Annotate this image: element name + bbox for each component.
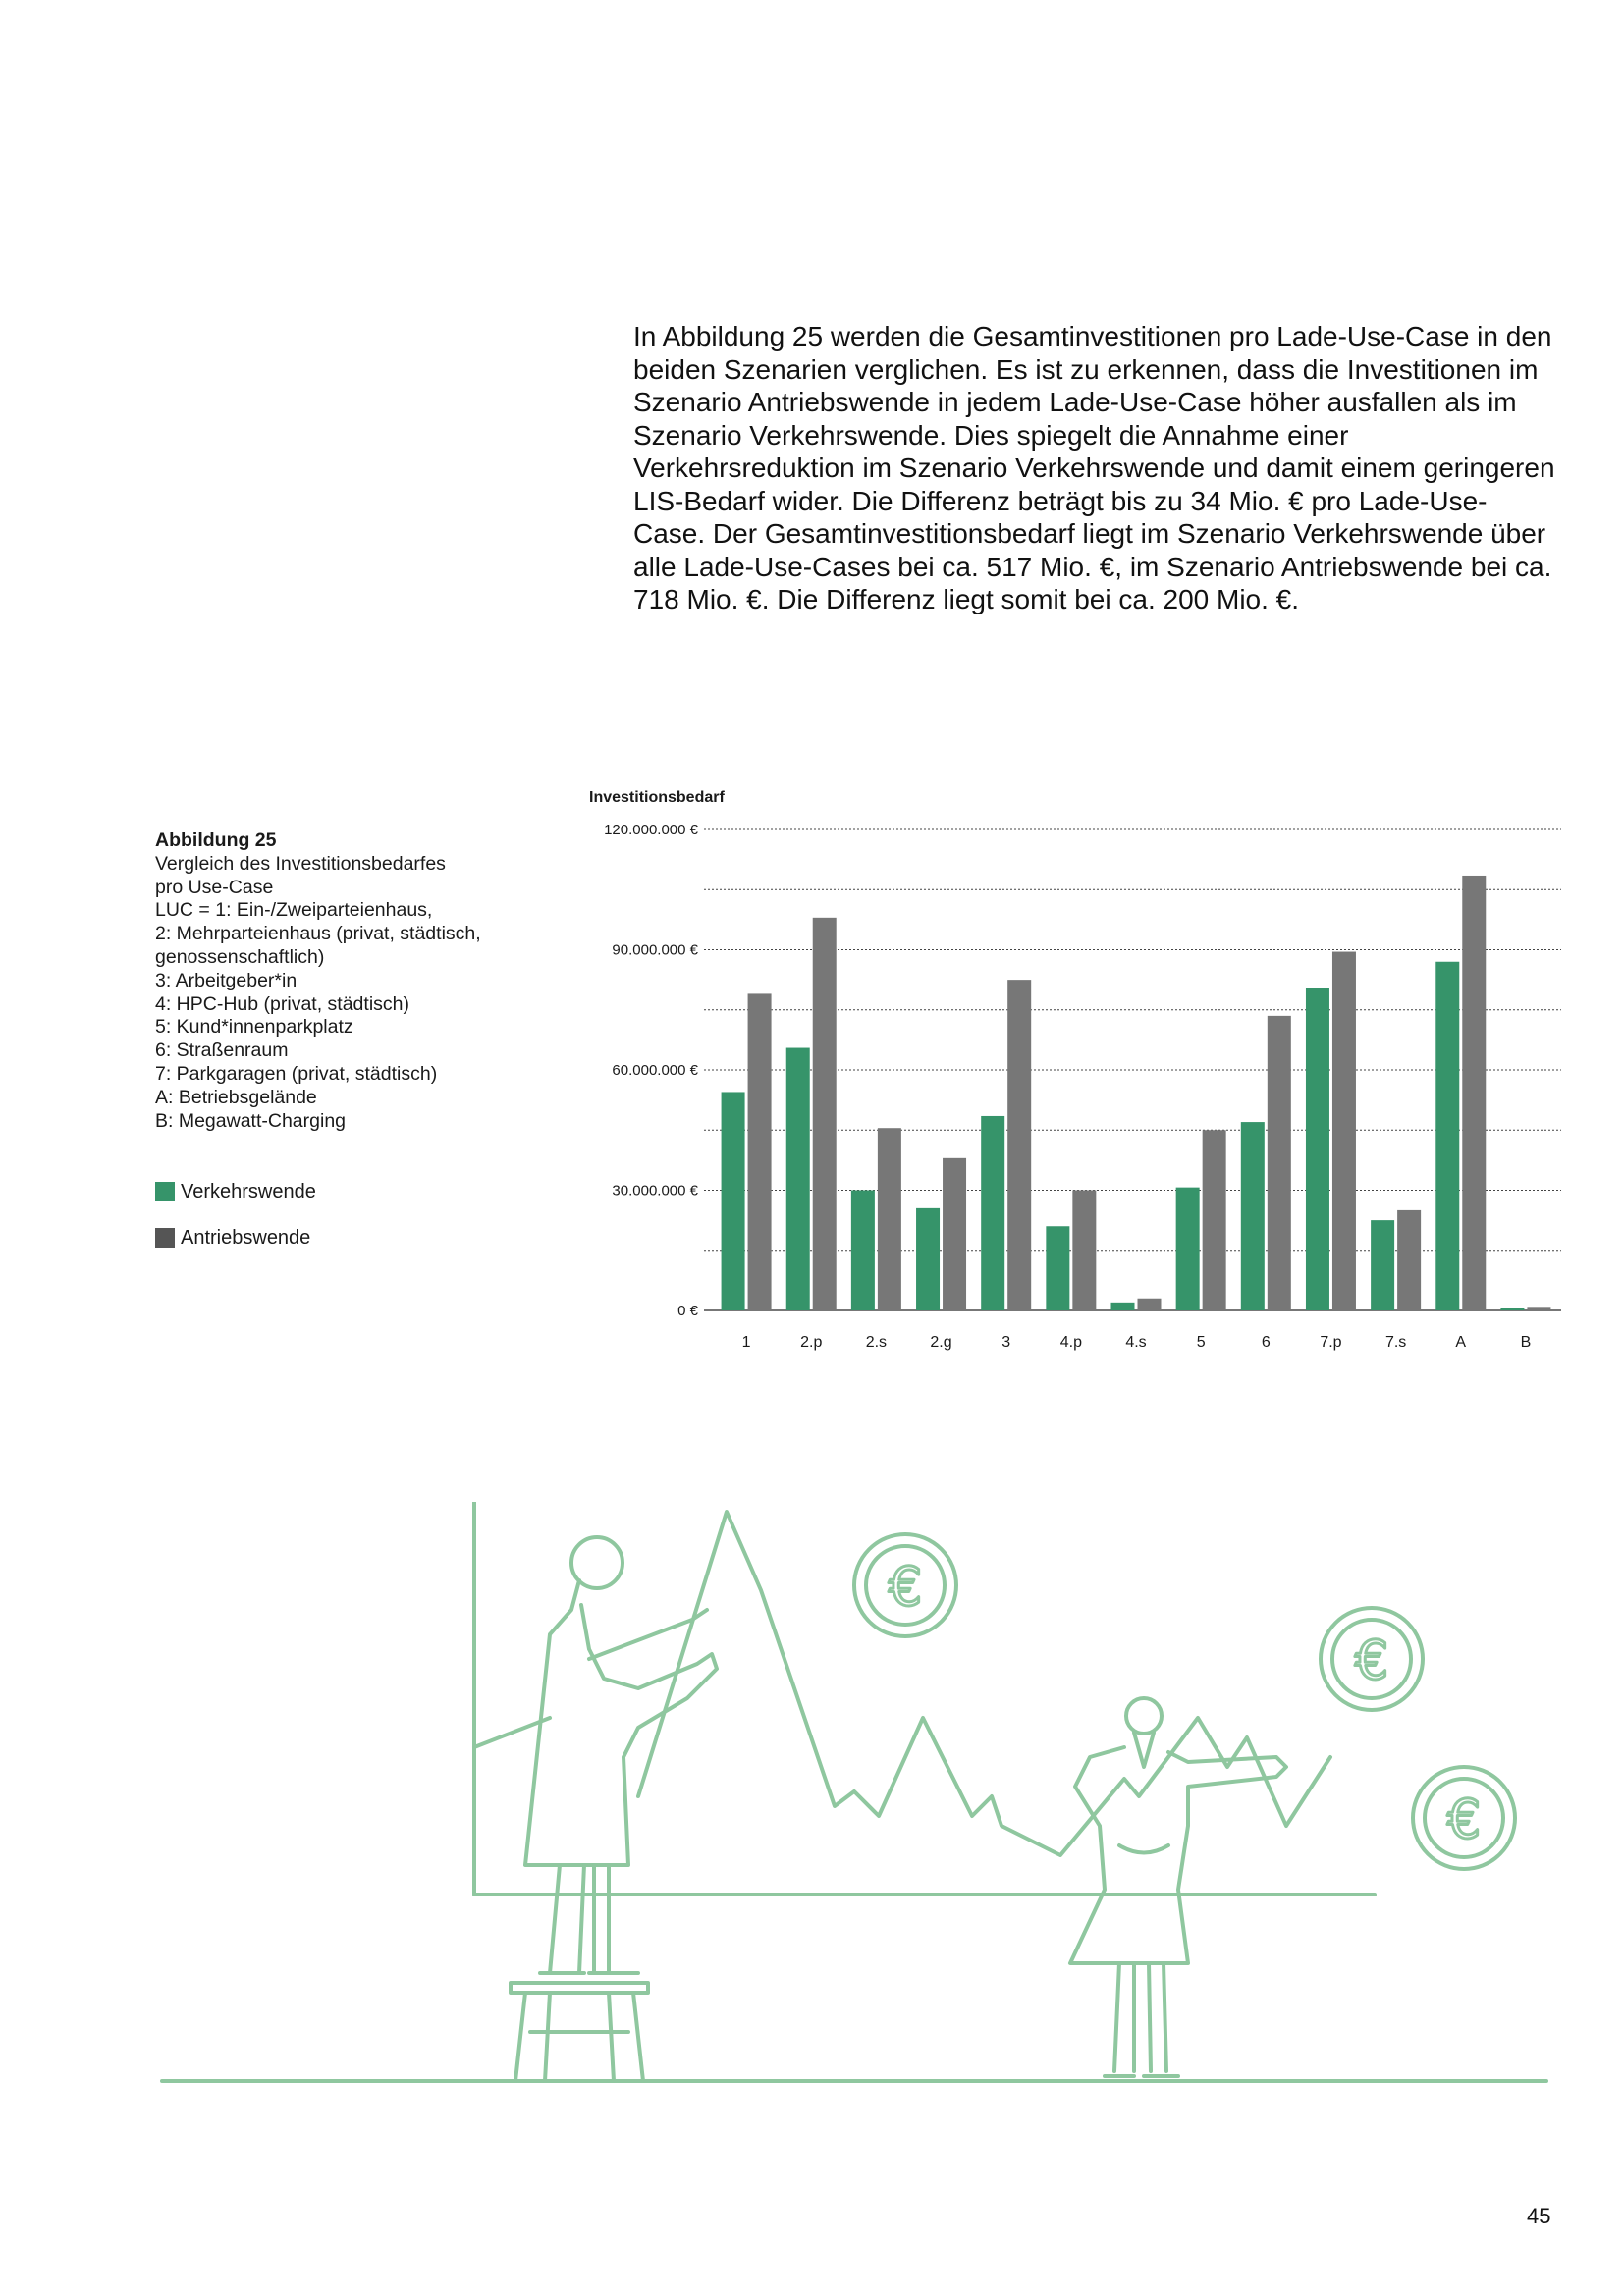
x-tick-label: A	[1455, 1334, 1467, 1351]
bar-antriebswende	[1138, 1299, 1162, 1310]
bar-verkehrswende	[1241, 1122, 1265, 1310]
bar-antriebswende	[1072, 1191, 1096, 1311]
x-tick-label: 4.p	[1059, 1334, 1082, 1351]
bar-antriebswende	[813, 918, 837, 1310]
x-tick-label: 1	[741, 1334, 751, 1351]
bar-chart	[579, 780, 1571, 1369]
stool	[511, 1983, 648, 2081]
illustration-people-with-chart	[147, 1502, 1561, 2110]
board-axes	[474, 1502, 1375, 1895]
caption-line: Vergleich des Investitionsbedarfes	[155, 852, 446, 875]
bar-antriebswende	[748, 993, 772, 1310]
chart-title: Investitionsbedarf	[589, 789, 725, 806]
caption-line: B: Megawatt-Charging	[155, 1109, 347, 1132]
x-tick-label: 5	[1196, 1334, 1206, 1351]
bar-verkehrswende	[851, 1191, 875, 1311]
bar-antriebswende	[1527, 1307, 1550, 1310]
x-tick-label: 4.s	[1125, 1334, 1147, 1351]
bar-verkehrswende	[1176, 1188, 1200, 1310]
svg-text:€: €	[1446, 1789, 1482, 1850]
bar-verkehrswende	[916, 1208, 940, 1310]
bar-verkehrswende	[1046, 1226, 1069, 1310]
bar-verkehrswende	[1111, 1303, 1135, 1310]
legend-label: Verkehrswende	[181, 1180, 316, 1202]
legend-item-verkehrswende	[155, 1180, 316, 1203]
caption-line: LUC = 1: Ein-/Zweiparteienhaus,	[155, 899, 433, 922]
bar-verkehrswende	[786, 1048, 810, 1310]
caption-line: 5: Kund*innenparkplatz	[155, 1016, 353, 1039]
svg-text:€: €	[888, 1556, 923, 1618]
x-tick-label: 7.p	[1320, 1334, 1342, 1351]
page-number: 45	[1527, 2204, 1551, 2228]
bar-antriebswende	[1007, 980, 1031, 1310]
caption-line: genossenschaftlich)	[155, 945, 325, 968]
x-tick-label: 6	[1261, 1334, 1271, 1351]
y-tick-label: 0 €	[677, 1303, 698, 1319]
x-tick-label: B	[1520, 1334, 1532, 1351]
bar-chart-svg	[579, 780, 1571, 1369]
caption-line: 7: Parkgaragen (privat, städtisch)	[155, 1062, 438, 1085]
bar-antriebswende	[943, 1158, 966, 1310]
caption-line: 6: Straßenraum	[155, 1040, 289, 1062]
legend-label: Antriebswende	[181, 1226, 311, 1249]
bar-antriebswende	[1397, 1210, 1421, 1310]
trend-line	[638, 1512, 1330, 1855]
caption-line: 2: Mehrparteienhaus (privat, städtisch,	[155, 923, 481, 945]
person-two-head	[1126, 1698, 1162, 1734]
bar-verkehrswende	[722, 1092, 745, 1310]
intro-paragraph: In Abbildung 25 werden die Gesamtinvestitionen pro Lade-Use-Case in den beiden Szenarien verglichen. Es ist zu erkennen, dass die Investitionen im Szenario Antriebswende in jedem Lade-Use-Case höher ausfallen als im Szenario Verkehrswende. Dies spiegelt die Annahme einer Verkehrsreduktion im Szenario Verkehrswende und damit einem geringeren LIS-Bedarf wider. Die Differenz beträgt bis zu 34 Mio. € pro Lade-Use-Case. Der Gesamtinvestitionsbedarf liegt im Szenario Verkehrswende über alle Lade-Use-Cases bei ca. 517 Mio. €, im Szenario Antriebswende bei ca. 718 Mio. €. Die Differenz liegt somit bei ca. 200 Mio. €.	[633, 321, 1555, 614]
bar-antriebswende	[1268, 1016, 1291, 1310]
bar-antriebswende	[1462, 876, 1486, 1310]
caption-line: 4: HPC-Hub (privat, städtisch)	[155, 992, 409, 1015]
bar-antriebswende	[1203, 1130, 1226, 1310]
bar-verkehrswende	[981, 1116, 1004, 1310]
y-tick-label: 90.000.000 €	[612, 941, 698, 959]
y-tick-label: 120.000.000 €	[604, 822, 698, 838]
x-tick-label: 3	[1001, 1334, 1011, 1351]
bar-verkehrswende	[1371, 1220, 1394, 1310]
x-tick-label: 2.g	[930, 1334, 952, 1351]
caption-line: A: Betriebsgelände	[155, 1086, 317, 1108]
bar-verkehrswende	[1435, 962, 1459, 1310]
x-tick-label: 7.s	[1384, 1334, 1407, 1351]
figure-caption	[155, 829, 528, 1133]
caption-title: Abbildung 25	[155, 829, 277, 851]
y-tick-label: 30.000.000 €	[612, 1182, 698, 1200]
caption-line: 3: Arbeitgeber*in	[155, 969, 298, 991]
x-tick-label: 2.p	[800, 1334, 823, 1351]
caption-line: pro Use-Case	[155, 876, 274, 898]
chart-legend	[155, 1180, 316, 1272]
legend-swatch-verkehrswende	[155, 1182, 175, 1201]
bar-verkehrswende	[1500, 1308, 1524, 1310]
y-tick-label: 60.000.000 €	[612, 1062, 698, 1079]
x-tick-label: 2.s	[865, 1334, 888, 1351]
svg-text:€: €	[1354, 1629, 1389, 1691]
bar-antriebswende	[1332, 952, 1356, 1310]
bar-antriebswende	[878, 1128, 901, 1310]
legend-swatch-antriebswende	[155, 1228, 175, 1248]
bar-verkehrswende	[1306, 988, 1329, 1310]
legend-item-antriebswende	[155, 1226, 316, 1250]
